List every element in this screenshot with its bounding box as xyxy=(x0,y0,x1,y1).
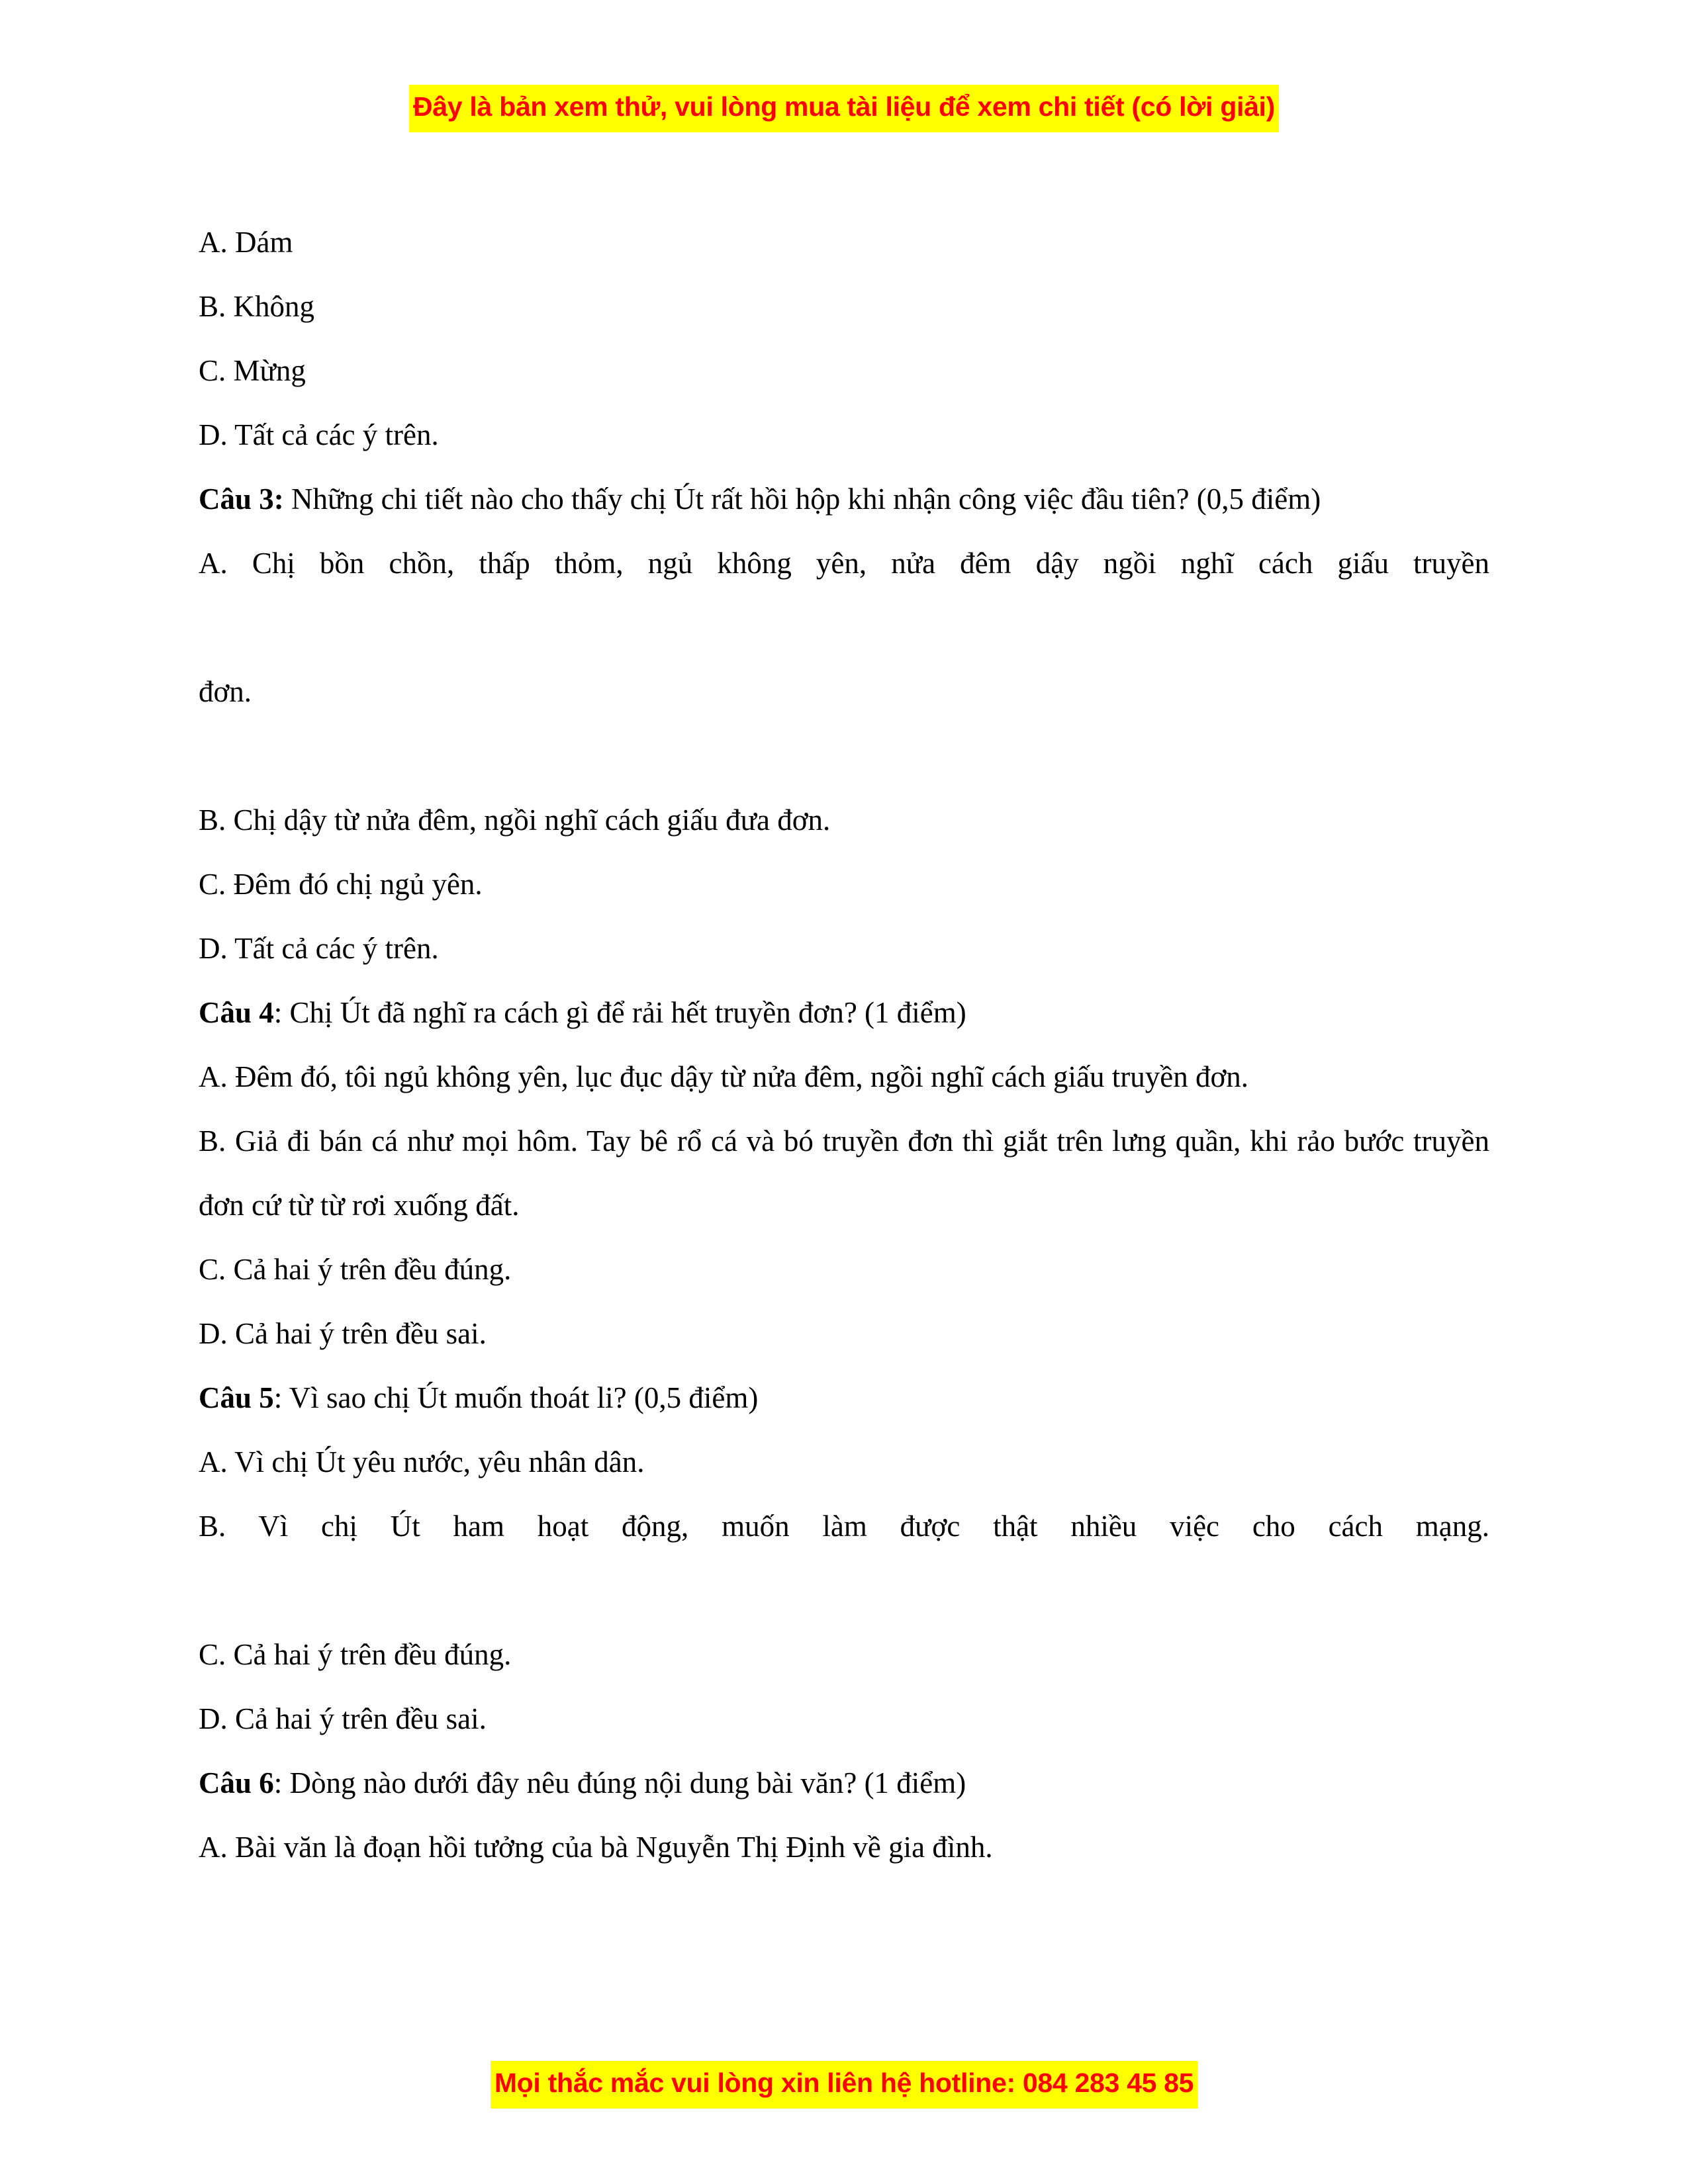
top-preview-banner xyxy=(0,85,1688,132)
question-5-option-b-text: B. Vì chị Út ham hoạt động, muốn làm được thật nhiều việc cho cách mạng. xyxy=(199,1510,1489,1543)
question-4-label: Câu 4 xyxy=(199,996,274,1029)
question-4-heading xyxy=(199,981,1489,1045)
question-3-option-a-tail: đơn. xyxy=(199,675,252,708)
question-4-option-b: B. Giả đi bán cá như mọi hôm. Tay bê rổ cá và bó truyền đơn thì giắt trên lưng quần, khi rảo bước truyền đơn cứ từ từ rơi xuống đất. xyxy=(199,1124,1489,1222)
question-3-text: Những chi tiết nào cho thấy chị Út rất hồi hộp khi nhận công việc đầu tiên? (0,5 điểm) xyxy=(283,482,1321,516)
answer-option-c-q2: C. Mừng xyxy=(199,354,306,387)
bottom-hotline-banner xyxy=(0,2061,1688,2109)
question-3-option-a-text: A. Chị bồn chồn, thấp thỏm, ngủ không yên, nửa đêm dậy ngồi nghĩ cách giấu truyền xyxy=(199,547,1489,580)
question-5-label: Câu 5 xyxy=(199,1381,274,1414)
question-4-option-c: C. Cả hai ý trên đều đúng. xyxy=(199,1253,512,1286)
question-3-option-a-line1 xyxy=(199,531,1489,660)
bottom-banner-text: Mọi thắc mắc vui lòng xin liên hệ hotline: 084 283 45 85 xyxy=(491,2061,1197,2109)
answer-option-a-q2: A. Dám xyxy=(199,226,293,259)
question-5-text: : Vì sao chị Út muốn thoát li? (0,5 điểm) xyxy=(273,1381,759,1414)
question-6-option-a: A. Bài văn là đoạn hồi tưởng của bà Nguyễn Thị Định về gia đình. xyxy=(199,1831,993,1864)
question-3-heading xyxy=(199,467,1489,531)
question-5-heading xyxy=(199,1366,1489,1430)
question-4-option-d: D. Cả hai ý trên đều sai. xyxy=(199,1317,487,1350)
question-6-text: : Dòng nào dưới đây nêu đúng nội dung bài văn? (1 điểm) xyxy=(273,1766,966,1799)
answer-option-d-q2: D. Tất cả các ý trên. xyxy=(199,418,439,451)
question-3-option-b: B. Chị dậy từ nửa đêm, ngồi nghĩ cách giấu đưa đơn. xyxy=(199,803,831,837)
question-6-label: Câu 6 xyxy=(199,1766,274,1799)
document-body xyxy=(199,210,1489,1880)
answer-option-b-q2: B. Không xyxy=(199,290,315,323)
question-5-option-b xyxy=(199,1494,1489,1623)
question-6-heading xyxy=(199,1751,1489,1815)
question-3-option-a-line2 xyxy=(199,660,1489,788)
question-5-option-c: C. Cả hai ý trên đều đúng. xyxy=(199,1638,512,1671)
question-4-text: : Chị Út đã nghĩ ra cách gì để rải hết truyền đơn? (1 điểm) xyxy=(273,996,966,1029)
question-5-option-d: D. Cả hai ý trên đều sai. xyxy=(199,1702,487,1735)
question-4-option-a: A. Đêm đó, tôi ngủ không yên, lục đục dậy từ nửa đêm, ngồi nghĩ cách giấu truyền đơn. xyxy=(199,1060,1249,1093)
question-3-label: Câu 3: xyxy=(199,482,284,516)
question-3-option-c: C. Đêm đó chị ngủ yên. xyxy=(199,868,483,901)
question-3-option-d: D. Tất cả các ý trên. xyxy=(199,932,439,965)
top-banner-text: Đây là bản xem thử, vui lòng mua tài liệu để xem chi tiết (có lời giải) xyxy=(409,85,1279,132)
question-5-option-a: A. Vì chị Út yêu nước, yêu nhân dân. xyxy=(199,1445,645,1479)
